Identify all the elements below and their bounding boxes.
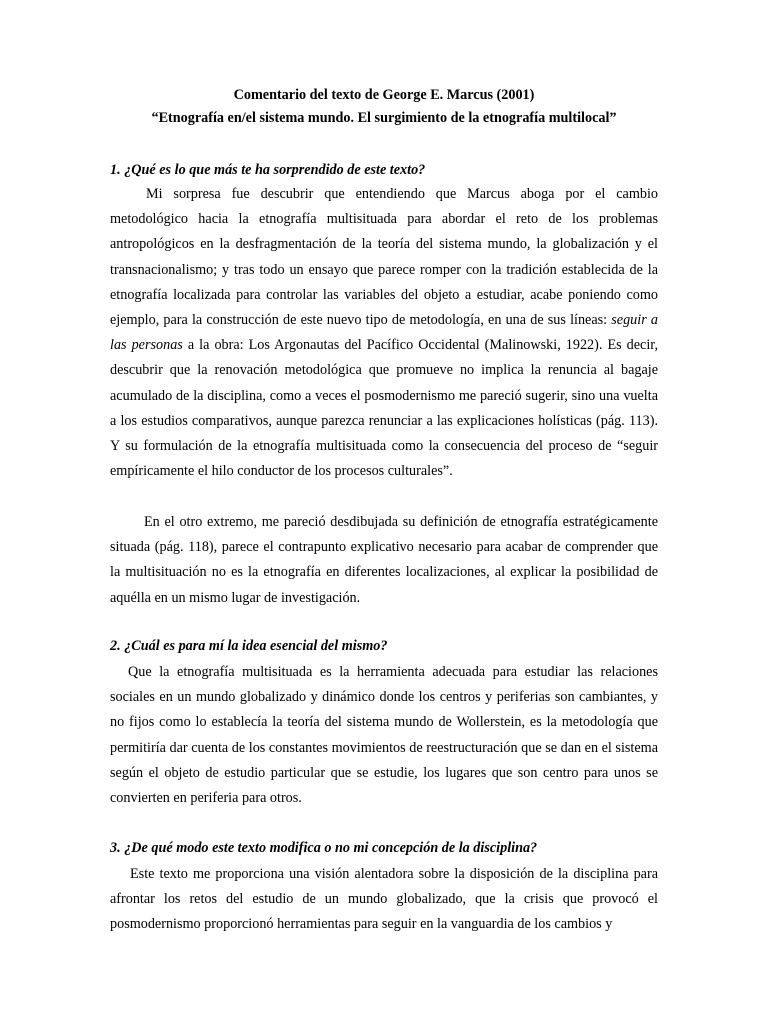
question-3-heading: 3. ¿De qué modo este texto modifica o no mi concepción de la disciplina?: [110, 840, 538, 856]
paragraph-text: a la obra: Los Argonautas del Pacífico Occidental (Malinowski, 1922). Es decir, descubrir que la renovación metodológica que promueve no implica la renuncia al bagaje acumulado de la disciplina, como a veces el posmodernismo me pareció sugerir, sino una vuelta a los estudios comparativos, aunque parezca renunciar a las explicaciones holísticas (pág. 113). Y su formulación de la etnografía multisituada como la consecuencia del proceso de “seguir empíricamente el hilo conductor de los procesos culturales”.: [110, 337, 658, 480]
question-1-paragraph-1: [110, 182, 658, 484]
question-2-heading: 2. ¿Cuál es para mí la idea esencial del mismo?: [110, 638, 388, 654]
question-3-paragraph: Este texto me proporciona una visión alentadora sobre la disposición de la disciplina para afrontar los retos del estudio de un mundo globalizado, que la crisis que provocó el posmodernismo proporcionó herramientas para seguir en la vanguardia de los cambios y: [110, 866, 658, 933]
question-1-heading: 1. ¿Qué es lo que más te ha sorprendido de este texto?: [110, 162, 426, 178]
document-subtitle: “Etnografía en/el sistema mundo. El surgimiento de la etnografía multilocal”: [151, 110, 617, 126]
document-title: Comentario del texto de George E. Marcus (2001): [233, 87, 535, 103]
italic-quote: seguir a las personas: [110, 312, 658, 354]
paragraph-text: Mi sorpresa fue descubrir que entendiendo que Marcus aboga por el cambio metodológico hacia la etnografía multisituada para abordar el reto de los problemas antropológicos en la desfragmentación de la teoría del sistema mundo, la globalización y el transnacionalismo; y tras todo un ensayo que parece romper con la tradición establecida de la etnografía localizada para controlar las variables del objeto a estudiar, acabe poniendo como ejemplo, para la construcción de este nuevo tipo de metodología, en una de sus líneas:: [110, 186, 658, 329]
question-2-paragraph: Que la etnografía multisituada es la herramienta adecuada para estudiar las relaciones sociales en un mundo globalizado y dinámico donde los centros y periferias son cambiantes, y no fijos como lo establecía la teoría del sistema mundo de Wollerstein, es la metodología que permitiría dar cuenta de los constantes movimientos de reestructuración que se dan en el sistema según el objeto de estudio particular que se estudie, los lugares que son centro para unos se convierten en periferia para otros.: [110, 664, 658, 807]
question-1-paragraph-2: En el otro extremo, me pareció desdibujada su definición de etnografía estratégicamente situada (pág. 118), parece el contrapunto explicativo necesario para acabar de comprender que la multisituación no es la etnografía en diferentes localizaciones, al explicar la posibilidad de aquélla en un mismo lugar de investigación.: [110, 514, 658, 606]
